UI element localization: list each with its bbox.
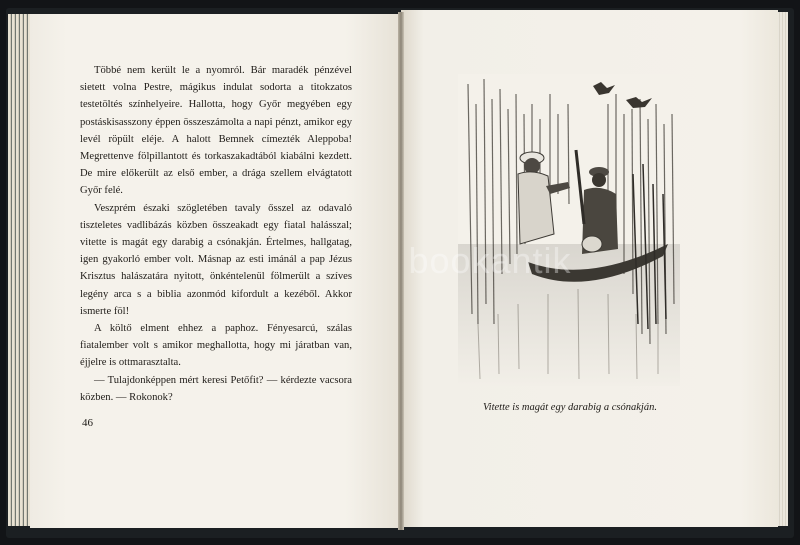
paragraph-2: Veszprém északi szögletében tavaly ősszel az odavaló tiszteletes vadlibázás közben összeakadt egy fiatal halásszal; vitette is magát egy darabig a csónakján. Értelmes, hallgatag, igen gyakorló ember volt. Másnap az esti imánál a pap Jézus Krisztus halászatára nyitott, önkéntelenül fölmerült a szíves legény arca s a biblia azonmód kifordult a kezéből. Akkor ismerte föl! (80, 202, 352, 317)
watermark: bookantik (408, 240, 572, 281)
boat-hunters-illustration (458, 74, 680, 386)
page-number: 46 (82, 417, 93, 429)
body-text (80, 62, 352, 406)
paragraph-3: A költő elment ehhez a paphoz. Fényesarcú, szálas fiatalember volt s amikor meghallotta, hogy mi járatban van, éjjelre is ottmarasztalta. (80, 323, 352, 369)
paragraph-4: — Tulajdonképpen mért keresi Petőfit? — kérdezte vacsora közben. — Rokonok? (80, 374, 352, 403)
illustration-caption: Vitette is magát egy darabig a csónakján. (483, 402, 657, 413)
paragraph-1: Többé nem került le a nyomról. Bár maradék pénzével sietett volna Pestre, mágikus indulat sodorta a titokzatos testetöltés színhelyeire. Hallotta, hogy Győr megyében egy postáskisasszony éppen összeszámolta a napi pénzt, amikor egy levél röpült eléje. A halott Bemnek címezték Aleppoba! Megrettenve fölpillantott és torkaszakadtából kiabálni kezdett. De mire előkerült az első ember, a drága szellem elvágtatott Győr felé. (80, 65, 352, 197)
